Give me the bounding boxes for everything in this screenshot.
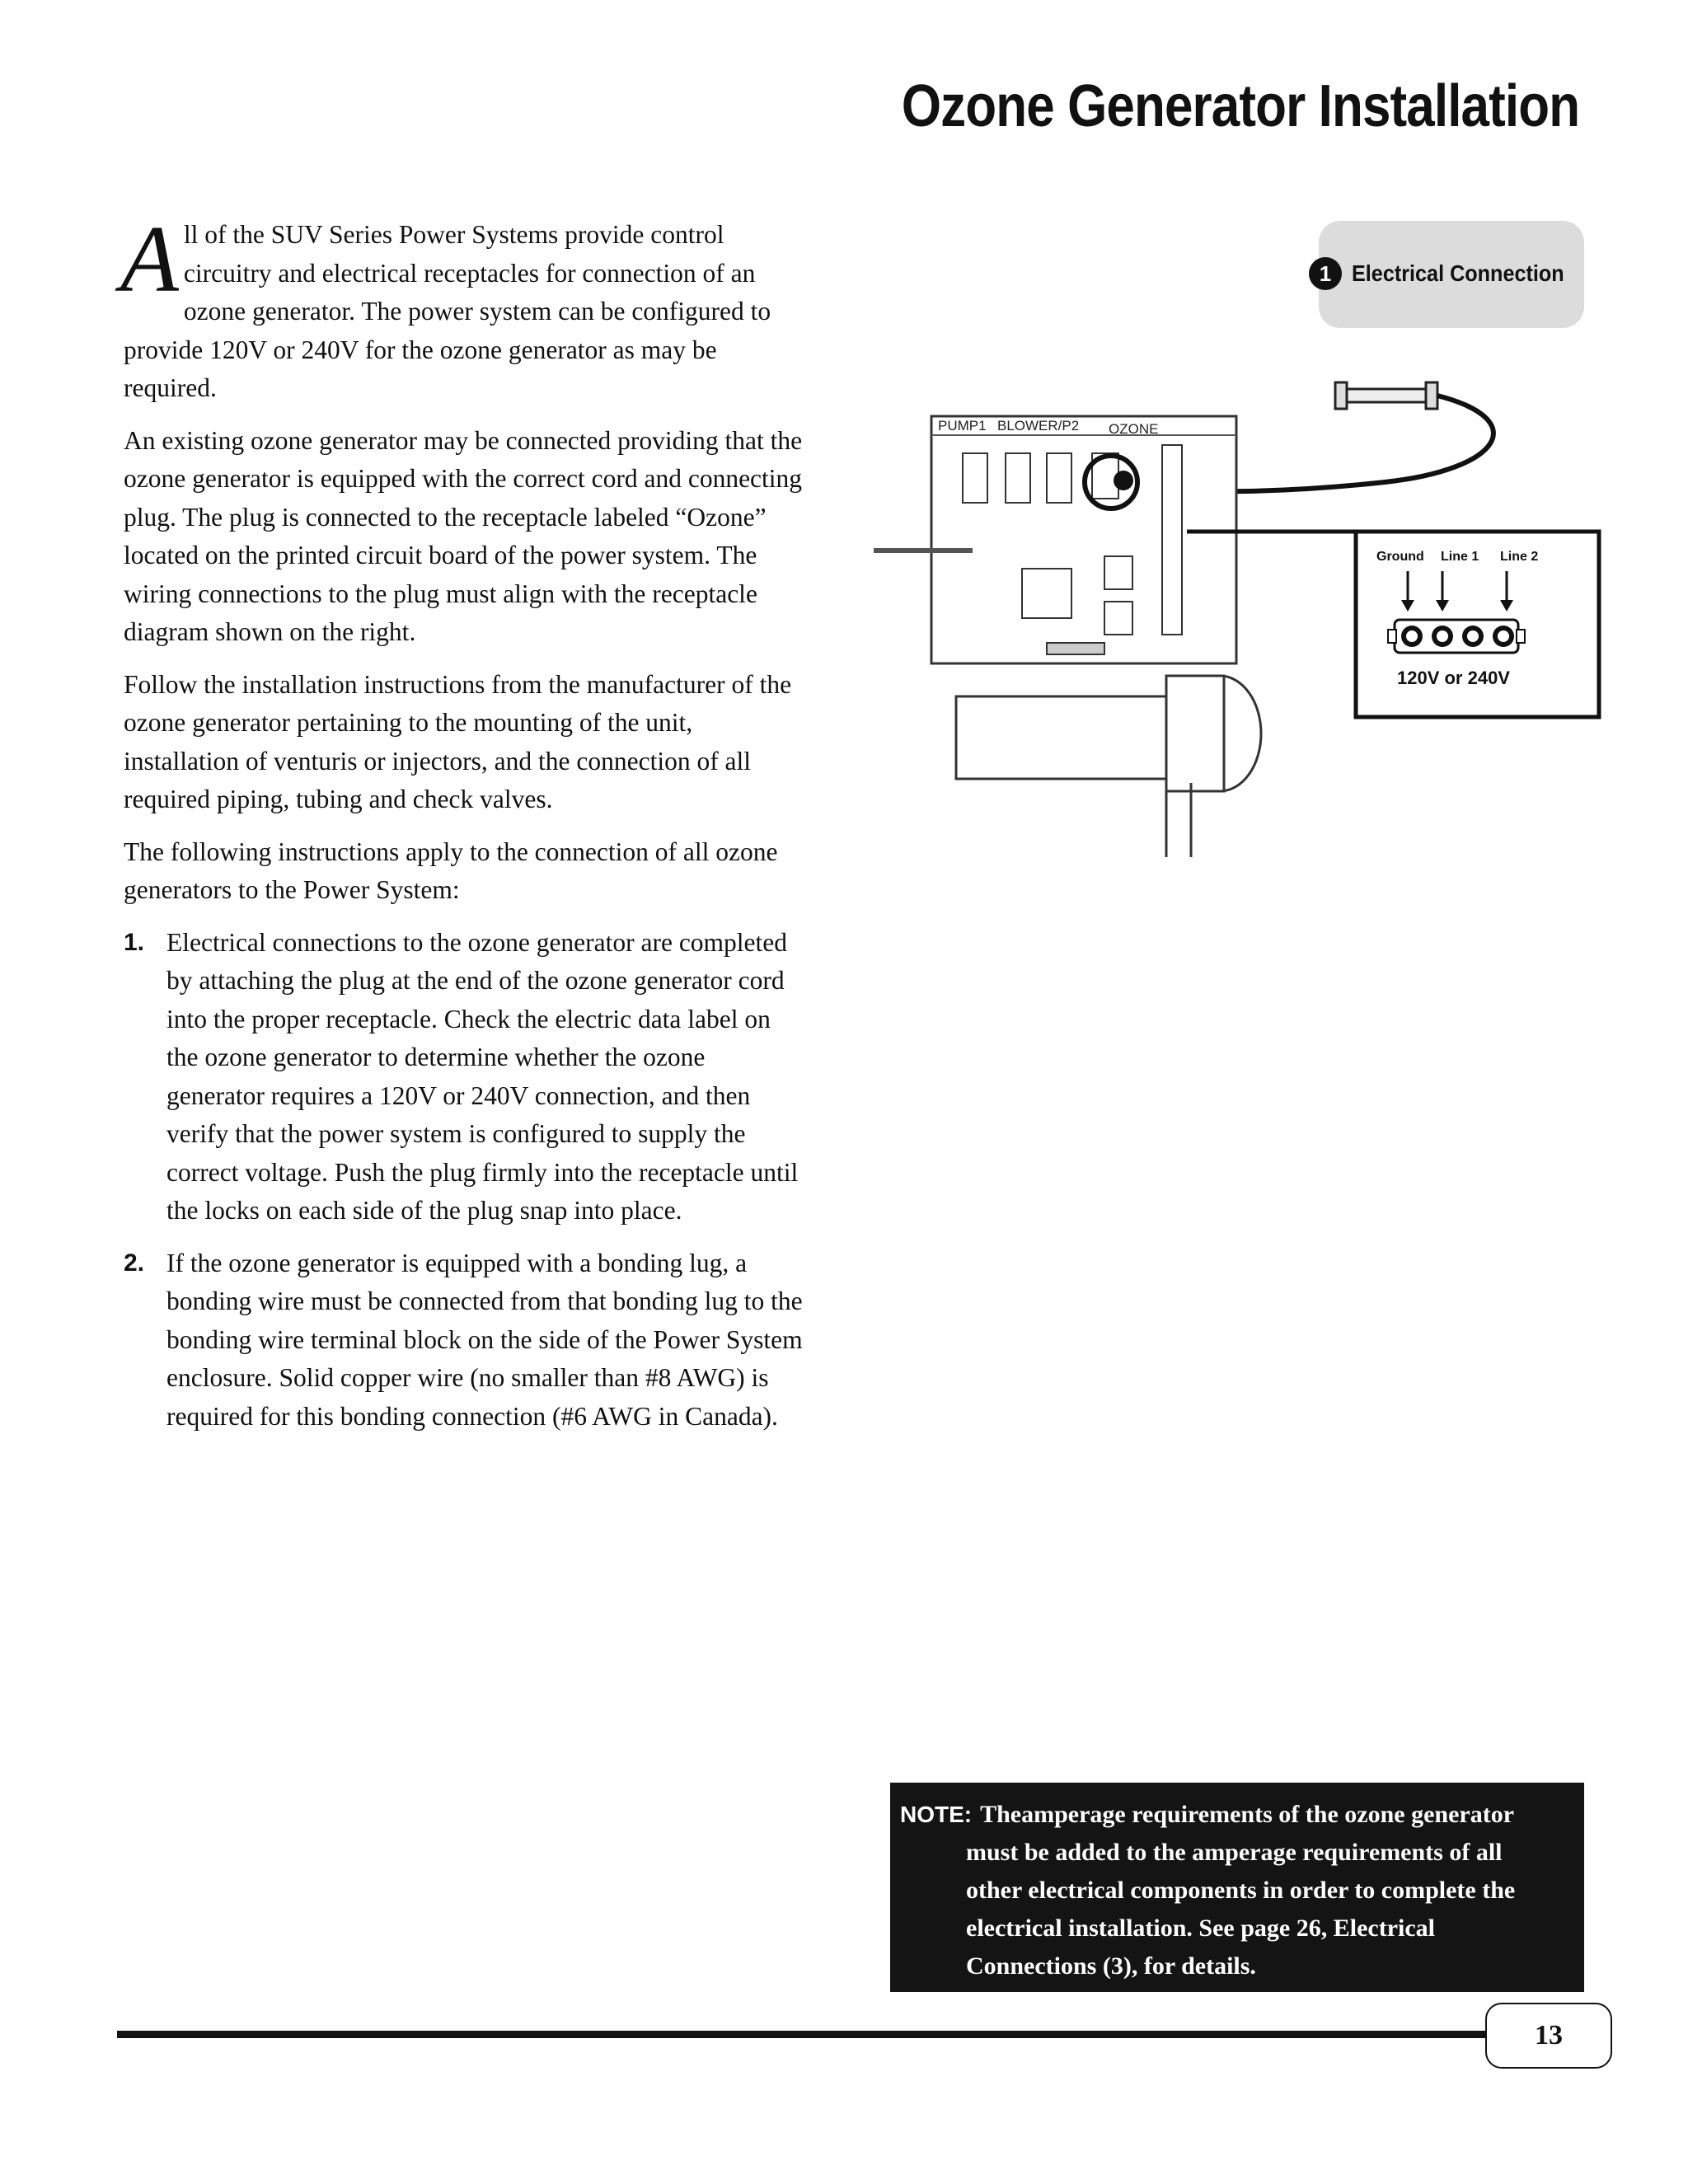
body-column <box>120 207 808 1450</box>
note-label: NOTE: <box>900 1802 973 1827</box>
callout-label: Electrical Connection <box>1352 260 1564 286</box>
inset-label-ground: Ground <box>1376 550 1424 564</box>
board-label-pump1: PUMP1 <box>938 418 987 434</box>
inset-label-line2: Line 2 <box>1500 550 1539 564</box>
step-1 <box>124 924 808 1230</box>
step-2 <box>124 1244 808 1436</box>
receptacle-diagram <box>1356 532 1599 717</box>
ozone-connection-figure <box>874 371 1615 865</box>
inset-label-line1: Line 1 <box>1441 550 1479 564</box>
step-number: 2. <box>124 1249 145 1277</box>
board-label-blower: BLOWER/P2 <box>997 418 1080 434</box>
callout-electrical-connection <box>1319 221 1584 328</box>
note-body: must be added to the amperage requirements of all other electrical components in order to complete the electrical installation. See page 26, Electrical Connections (3), for details. <box>966 1839 1516 1980</box>
circuit-board-illustration <box>874 416 1236 663</box>
paragraph-following-instructions: The following instructions apply to the connection of all ozone generators to the Power System: <box>124 837 778 904</box>
drop-cap: A <box>120 207 179 312</box>
board-label-ozone: OZONE <box>1109 421 1159 437</box>
note-box <box>890 1783 1584 1992</box>
page-title: Ozone Generator Installation <box>901 73 1579 139</box>
step-number: 1. <box>124 928 145 956</box>
paragraph-manufacturer-instructions: Follow the installation instructions from the manufacturer of the ozone generator pertaining to the mounting of the unit, installation of venturis or injectors, and the connection of all required piping, tubing and check valves. <box>124 669 792 813</box>
step-text: If the ozone generator is equipped with a bonding lug, a bonding wire must be connected from that bonding lug to the bonding wire terminal block on the side of the Power System enclosure. Solid copper wire (no smaller than #8 AWG) is required for this bonding connection (#6 AWG in Canada). <box>166 1248 803 1431</box>
pipe-illustration <box>956 676 1261 857</box>
page-number: 13 <box>1535 2020 1563 2050</box>
intro-paragraph <box>120 207 808 408</box>
footer-rule <box>117 2031 1493 2038</box>
paragraph-existing-generator: An existing ozone generator may be connected providing that the ozone generator is equipped with the correct cord and connecting plug. The plug is connected to the receptacle labeled “Ozone” located on the printed circuit board of the power system. The wiring connections to the plug must align with the receptacle diagram shown on the right. <box>124 425 803 646</box>
callout-number: 1 <box>1309 257 1342 290</box>
page-number-box <box>1485 2003 1612 2069</box>
intro-text: ll of the SUV Series Power Systems provide control circuitry and electrical receptacles for connection of an ozone generator. The power system can be configured to provide 120V or 240V for the ozone generator as may be required. <box>124 220 771 402</box>
step-text: Electrical connections to the ozone generator are completed by attaching the plug at the end of the ozone generator cord into the proper receptacle. Check the electric data label on the ozone generator to determine whether the ozone generator requires a 120V or 240V connection, and then verify that the power system is configured to supply the correct voltage. Push the plug firmly into the receptacle until the locks on each side of the plug snap into place. <box>166 927 799 1225</box>
note-first-line: Theamperage requirements of the ozone generator <box>980 1801 1515 1828</box>
inset-voltage: 120V or 240V <box>1397 668 1510 688</box>
